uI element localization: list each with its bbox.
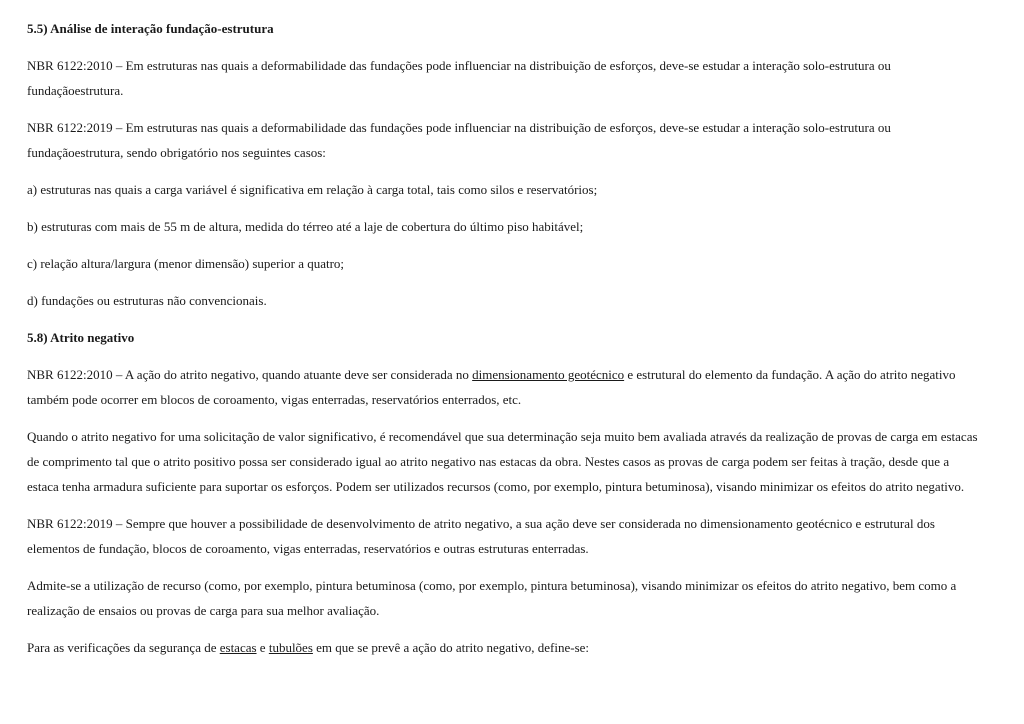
link-tubuloes[interactable]: tubulões <box>268 640 313 655</box>
list-item-a: a) estruturas nas quais a carga variável é significativa em relação à carga total, tais como silos e reservatórios; <box>27 182 598 197</box>
link-estacas[interactable]: estacas <box>219 640 257 655</box>
paragraph-nbr-2019-atrito: NBR 6122:2019 – Sempre que houver a possibilidade de desenvolvimento de atrito negativo, a sua ação deve ser considerada no dimensionamento geotécnico e estrutural dos elementos de fundação, blocos de coroamento, vigas enterradas, reservatórios e outras estruturas enterradas. <box>27 516 935 556</box>
paragraph-verificacoes <box>27 635 984 660</box>
text-span: em que se prevê a ação do atrito negativo, define-se: <box>312 640 590 655</box>
text-span: Para as verificações da segurança de <box>27 640 220 655</box>
section-heading-interacao: 5.5) Análise de interação fundação-estrutura <box>27 21 274 36</box>
list-item-b: b) estruturas com mais de 55 m de altura, medida do térreo até a laje de cobertura do último piso habitável; <box>27 219 584 234</box>
section-heading-atrito: 5.8) Atrito negativo <box>27 330 135 345</box>
link-dimensionamento-geotecnico[interactable]: dimensionamento geotécnico <box>472 367 625 382</box>
text-span: e <box>256 640 269 655</box>
list-item-c: c) relação altura/largura (menor dimensão) superior a quatro; <box>27 256 345 271</box>
paragraph-provas-de-carga: Quando o atrito negativo for uma solicitação de valor significativo, é recomendável que sua determinação seja muito bem avaliada através da realização de provas de carga em estacas de comprimento tal que o atrito positivo possa ser considerado igual ao atrito negativo nas estacas da obra. Nestes casos as provas de carga podem ser feitas à tração, desde que a estaca tenha armadura suficiente para suportar os esforços. Podem ser utilizados recursos (como, por exemplo, pintura betuminosa), visando minimizar os efeitos do atrito negativo. <box>27 429 978 494</box>
paragraph-nbr-2019-interacao: NBR 6122:2019 – Em estruturas nas quais a deformabilidade das fundações pode influenciar na distribuição de esforços, deve-se estudar a interação solo-estrutura ou fundaçãoestrutura, sendo obrigatório nos seguintes casos: <box>27 120 891 160</box>
text-span: e estrutural do elemento da fundação. A ação do atrito negativo também pode ocorrer em blocos de coroamento, vigas enterradas, reservatórios enterrados, etc. <box>27 367 956 407</box>
paragraph-nbr-2010-interacao: NBR 6122:2010 – Em estruturas nas quais a deformabilidade das fundações pode influenciar na distribuição de esforços, deve-se estudar a interação solo-estrutura ou fundaçãoestrutura. <box>27 58 891 98</box>
paragraph-nbr-2010-atrito <box>27 362 984 412</box>
paragraph-admite-se: Admite-se a utilização de recurso (como, por exemplo, pintura betuminosa (como, por exemplo, pintura betuminosa), visando minimizar os efeitos do atrito negativo, bem como a realização de ensaios ou provas de carga para sua melhor avaliação. <box>27 578 957 618</box>
list-item-d: d) fundações ou estruturas não convencionais. <box>27 293 267 308</box>
text-span: NBR 6122:2010 – A ação do atrito negativo, quando atuante deve ser considerada no <box>27 367 473 382</box>
